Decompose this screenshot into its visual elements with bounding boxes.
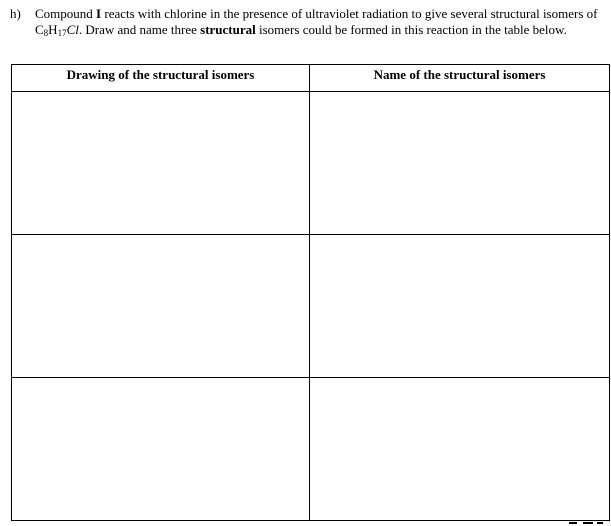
table-row <box>12 235 610 378</box>
drawing-cell-1[interactable] <box>12 92 310 235</box>
header-name: Name of the structural isomers <box>310 65 610 92</box>
name-cell-2[interactable] <box>310 235 610 378</box>
table-header-row <box>12 65 610 92</box>
table-row <box>12 378 610 521</box>
question-block <box>10 6 600 38</box>
page-edge-mark <box>567 522 607 526</box>
emphasized-word: structural <box>200 22 256 37</box>
carbon-subscript: 8 <box>43 28 49 38</box>
hydrogen-symbol: H <box>48 22 58 37</box>
name-cell-1[interactable] <box>310 92 610 235</box>
chlorine-symbol: Cl <box>66 22 79 37</box>
question-text-part1: Compound <box>35 6 97 21</box>
drawing-cell-3[interactable] <box>12 378 310 521</box>
drawing-cell-2[interactable] <box>12 235 310 378</box>
question-text-part2: reacts with chlorine in the presence of ultraviolet radiation to give several structural isomers of C <box>35 6 598 37</box>
isomer-table <box>11 64 610 521</box>
header-drawing: Drawing of the structural isomers <box>12 65 310 92</box>
question-text-part4: isomers could be formed in this reaction in the table below. <box>255 22 567 37</box>
question-text <box>35 6 600 38</box>
name-cell-3[interactable] <box>310 378 610 521</box>
hydrogen-subscript: 17 <box>57 28 67 38</box>
question-label: h) <box>10 6 21 21</box>
compound-name: I <box>96 6 102 21</box>
question-text-part3: . Draw and name three <box>78 22 201 37</box>
table-row <box>12 92 610 235</box>
